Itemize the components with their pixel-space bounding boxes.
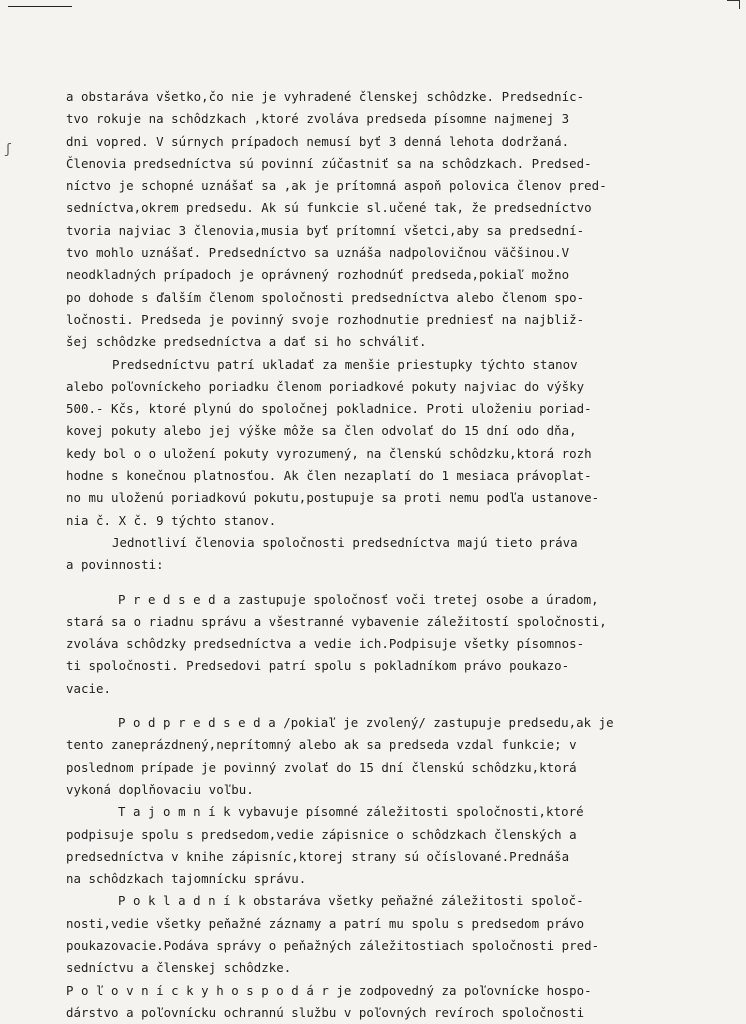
text-line: Členovia predsedníctva sú povinní zúčastniť sa na schôdzkach. Predsed- [66,155,592,171]
paragraph-start-line: P r e d s e d a zastupuje spoločnosť voči tretej osobe a úradom, [118,591,599,607]
text-line: na schôdzkach tajomnícku správu. [66,871,307,887]
text-line: tvoria najviac 3 členovia,musia byť prítomní všetci,aby sa predsední- [66,222,585,238]
text-line: sedníctvu a členskej schôdzke. [66,960,292,976]
text-line: 500.- Kčs, ktoré plynú do spoločnej pokladnice. Proti uloženiu poriad- [66,401,592,417]
paragraph-start-line: P o ľ o v n í c k y h o s p o d á r je zodpovedný za poľovnícke hospo- [66,982,592,998]
text-line: sedníctva,okrem predsedu. Ak sú funkcie sl.učené tak, že predsedníctvo [66,200,592,216]
text-line: vykoná doplňovaciu voľbu. [66,781,254,797]
text-line: tento zaneprázdnený,neprítomný alebo ak sa predseda vzdal funkcie; v [66,737,577,753]
text-line: a povinnosti: [66,557,164,573]
text-line: stará sa o riadnu správu a všestranné vybavenie záležitostí spoločnosti, [66,613,607,629]
paragraph-start-line: P o d p r e d s e d a /pokiaľ je zvolený/ zastupuje predsedu,ak je [118,715,614,731]
text-line: po dohode s ďalším členom spoločnosti predsedníctva alebo členom spo- [66,289,585,305]
text-line: tvo rokuje na schôdzkach ,ktoré zvoláva predseda písomne najmenej 3 [66,111,570,127]
text-line: nosti,vedie všetky peňažné záznamy a patrí mu spolu s predsedom právo [66,915,585,931]
paragraph-start-line: T a j o m n í k vybavuje písomné záležitosti spoločnosti,ktoré [118,804,584,820]
text-line: poslednom prípade je povinný zvolať do 15 dní členskú schôdzku,ktorá [66,759,577,775]
text-line: kovej pokuty alebo jej výške môže sa člen odvolať do 15 dní odo dňa, [66,423,577,439]
text-line: predsedníctva v knihe zápisníc,ktorej strany sú očíslované.Prednáša [66,848,570,864]
corner-mark [727,0,740,9]
text-line: šej schôdzke predsedníctva a dať si ho schváliť. [66,334,427,350]
paragraph-start-line: Predsedníctvu patrí ukladať za menšie priestupky týchto stanov [112,356,578,372]
text-line: dárstvo a poľovnícku ochrannú službu v poľovných revíroch spoločnosti [66,1004,585,1020]
text-line: zvoláva schôdzky predsedníctva a vedie ich.Podpisuje všetky písomnos- [66,636,585,652]
text-line: níctvo je schopné uznášať sa ,ak je prítomná aspoň polovica členov pred- [66,178,607,194]
paragraph-start-line: Jednotliví členovia spoločnosti predsedníctva majú tieto práva [112,534,578,550]
text-line: alebo poľovníckeho poriadku členom poriadkové pokuty najviac do výšky [66,378,585,394]
typewritten-page [66,86,722,1024]
text-line: neodkladných prípadoch je oprávnený rozhodnúť predseda,pokiaľ možno [66,267,570,283]
text-line: ti spoločnosti. Predsedovi patrí spolu s pokladníkom právo poukazo- [66,658,570,674]
text-line: no mu uloženú poriadkovú pokutu,postupuje sa proti nemu podľa ustanove- [66,490,600,506]
text-line: hodne s konečnou platnosťou. Ak člen nezaplatí do 1 mesiaca právoplat- [66,468,592,484]
text-line: ločnosti. Predseda je povinný svoje rozhodnutie predniesť na najbliž- [66,311,585,327]
margin-mark: ʃ [4,142,12,157]
text-line: nia č. X č. 9 týchto stanov. [66,512,277,528]
paragraph-start-line: P o k l a d n í k obstaráva všetky peňažné záležitosti spoloč- [118,893,584,909]
text-line: dni vopred. V súrnych prípadoch nemusí byť 3 denná lehota dodržaná. [66,133,570,149]
text-line: tvo mohlo uznášať. Predsedníctvo sa uznáša nadpolovičnou väčšinou.V [66,245,570,261]
text-line: a obstaráva všetko,čo nie je vyhradené členskej schôdzke. Predsedníc- [66,89,585,104]
text-line: podpisuje spolu s predsedom,vedie zápisnice o schôdzkach členských a [66,826,577,842]
text-line: kedy bol o o uložení pokuty vyrozumený, na členskú schôdzku,ktorá rozh [66,445,592,461]
text-line: vacie. [66,680,112,696]
top-rule [8,6,72,7]
text-line: poukazovacie.Podáva správy o peňažných záležitostiach spoločnosti pred- [66,937,600,953]
